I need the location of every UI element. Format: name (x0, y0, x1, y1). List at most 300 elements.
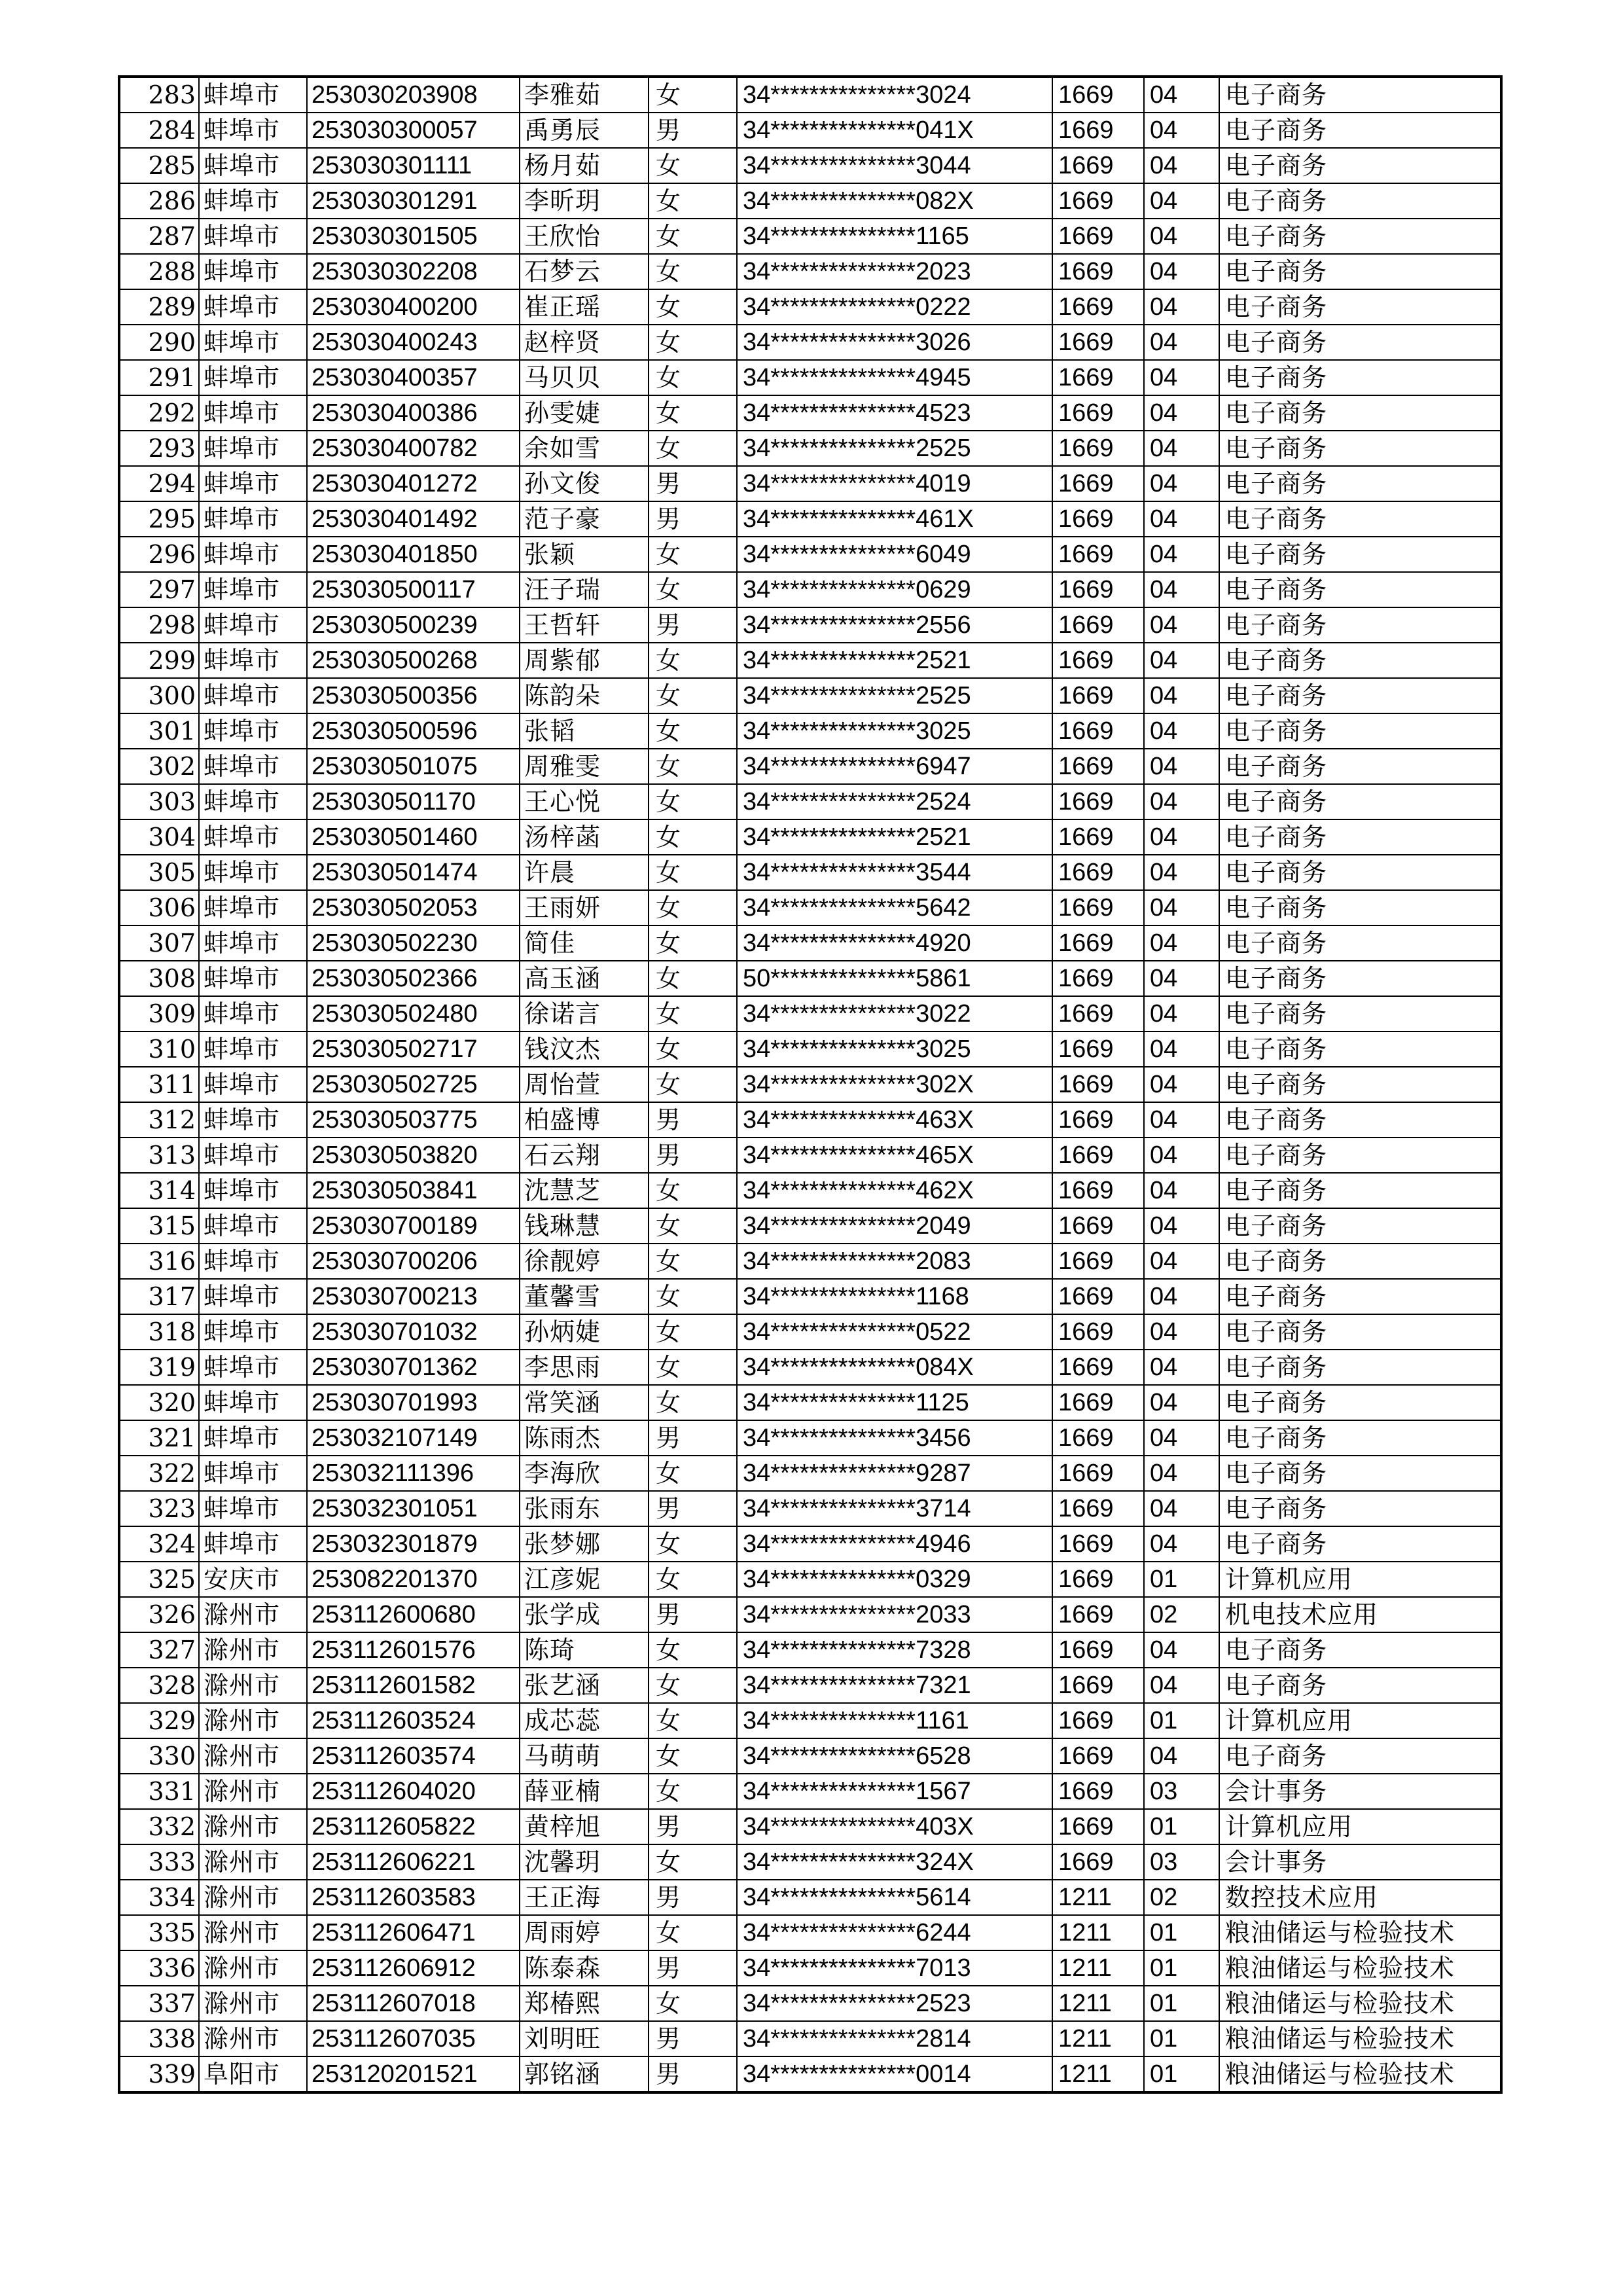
major-name-cell: 电子商务 (1219, 961, 1501, 996)
table-row (119, 1244, 1501, 1279)
exam-number-cell: 253030400243 (307, 325, 520, 360)
name-cell: 钱汶杰 (520, 1031, 649, 1067)
id-number-cell: 34***************7328 (737, 1632, 1052, 1668)
school-code-cell: 1211 (1052, 1915, 1144, 1950)
seq-cell: 320 (119, 1385, 199, 1420)
school-code-cell: 1669 (1052, 289, 1144, 325)
seq-cell: 324 (119, 1526, 199, 1562)
name-cell: 周紫郁 (520, 643, 649, 678)
seq-cell: 302 (119, 749, 199, 784)
name-cell: 周怡萱 (520, 1067, 649, 1102)
school-code-cell: 1669 (1052, 113, 1144, 148)
name-cell: 简佳 (520, 925, 649, 961)
school-code-cell: 1669 (1052, 254, 1144, 289)
city-cell: 滁州市 (199, 1809, 307, 1844)
city-cell: 蚌埠市 (199, 431, 307, 466)
major-name-cell: 计算机应用 (1219, 1703, 1501, 1738)
major-name-cell: 电子商务 (1219, 113, 1501, 148)
table-row (119, 607, 1501, 643)
major-code-cell: 04 (1144, 784, 1219, 819)
city-cell: 蚌埠市 (199, 1102, 307, 1138)
major-code-cell: 04 (1144, 254, 1219, 289)
name-cell: 沈慧芝 (520, 1173, 649, 1208)
major-code-cell: 04 (1144, 1138, 1219, 1173)
table-row (119, 537, 1501, 572)
gender-cell: 女 (649, 1844, 737, 1880)
major-name-cell: 电子商务 (1219, 77, 1501, 113)
gender-cell: 女 (649, 1915, 737, 1950)
major-code-cell: 04 (1144, 1456, 1219, 1491)
city-cell: 滁州市 (199, 1986, 307, 2021)
exam-number-cell: 253030400386 (307, 395, 520, 431)
table-row (119, 890, 1501, 925)
city-cell: 蚌埠市 (199, 325, 307, 360)
gender-cell: 女 (649, 996, 737, 1031)
seq-cell: 325 (119, 1562, 199, 1597)
exam-number-cell: 253030501460 (307, 819, 520, 855)
table-row (119, 1138, 1501, 1173)
id-number-cell: 34***************082X (737, 183, 1052, 219)
major-code-cell: 04 (1144, 819, 1219, 855)
major-code-cell: 04 (1144, 1385, 1219, 1420)
school-code-cell: 1669 (1052, 77, 1144, 113)
exam-number-cell: 253030501474 (307, 855, 520, 890)
name-cell: 周雨婷 (520, 1915, 649, 1950)
name-cell: 陈泰森 (520, 1950, 649, 1986)
gender-cell: 男 (649, 1491, 737, 1526)
id-number-cell: 34***************3714 (737, 1491, 1052, 1526)
gender-cell: 女 (649, 183, 737, 219)
name-cell: 张雨东 (520, 1491, 649, 1526)
table-row (119, 643, 1501, 678)
major-code-cell: 04 (1144, 1208, 1219, 1244)
seq-cell: 332 (119, 1809, 199, 1844)
table-row (119, 996, 1501, 1031)
id-number-cell: 34***************3026 (737, 325, 1052, 360)
name-cell: 董馨雪 (520, 1279, 649, 1314)
school-code-cell: 1669 (1052, 925, 1144, 961)
name-cell: 王雨妍 (520, 890, 649, 925)
school-code-cell: 1669 (1052, 1314, 1144, 1350)
table-row (119, 1632, 1501, 1668)
seq-cell: 323 (119, 1491, 199, 1526)
gender-cell: 女 (649, 819, 737, 855)
table-row (119, 819, 1501, 855)
major-name-cell: 电子商务 (1219, 1491, 1501, 1526)
gender-cell: 女 (649, 961, 737, 996)
seq-cell: 305 (119, 855, 199, 890)
gender-cell: 女 (649, 1208, 737, 1244)
id-number-cell: 34***************3025 (737, 1031, 1052, 1067)
id-number-cell: 34***************461X (737, 501, 1052, 537)
gender-cell: 女 (649, 855, 737, 890)
table-row (119, 1703, 1501, 1738)
school-code-cell: 1669 (1052, 678, 1144, 713)
major-name-cell: 电子商务 (1219, 360, 1501, 395)
id-number-cell: 34***************2521 (737, 819, 1052, 855)
gender-cell: 女 (649, 431, 737, 466)
table-row (119, 1880, 1501, 1915)
table-row (119, 925, 1501, 961)
major-name-cell: 电子商务 (1219, 643, 1501, 678)
major-code-cell: 04 (1144, 395, 1219, 431)
seq-cell: 339 (119, 2056, 199, 2092)
gender-cell: 女 (649, 1562, 737, 1597)
school-code-cell: 1669 (1052, 1138, 1144, 1173)
name-cell: 钱琳慧 (520, 1208, 649, 1244)
city-cell: 蚌埠市 (199, 395, 307, 431)
major-code-cell: 02 (1144, 1880, 1219, 1915)
major-name-cell: 电子商务 (1219, 1668, 1501, 1703)
table-row (119, 77, 1501, 113)
major-name-cell: 电子商务 (1219, 254, 1501, 289)
major-code-cell: 04 (1144, 360, 1219, 395)
seq-cell: 286 (119, 183, 199, 219)
name-cell: 王欣怡 (520, 219, 649, 254)
major-code-cell: 04 (1144, 1314, 1219, 1350)
id-number-cell: 34***************2049 (737, 1208, 1052, 1244)
seq-cell: 309 (119, 996, 199, 1031)
exam-number-cell: 253032107149 (307, 1420, 520, 1456)
table-row (119, 1597, 1501, 1632)
city-cell: 蚌埠市 (199, 1031, 307, 1067)
school-code-cell: 1669 (1052, 1385, 1144, 1420)
table-row (119, 2056, 1501, 2092)
city-cell: 阜阳市 (199, 2056, 307, 2092)
exam-number-cell: 253032301051 (307, 1491, 520, 1526)
table-row (119, 1668, 1501, 1703)
school-code-cell: 1669 (1052, 325, 1144, 360)
name-cell: 马萌萌 (520, 1738, 649, 1774)
gender-cell: 男 (649, 466, 737, 501)
gender-cell: 女 (649, 1279, 737, 1314)
table-row (119, 1844, 1501, 1880)
major-name-cell: 电子商务 (1219, 1102, 1501, 1138)
seq-cell: 303 (119, 784, 199, 819)
exam-number-cell: 253030301505 (307, 219, 520, 254)
seq-cell: 301 (119, 713, 199, 749)
gender-cell: 男 (649, 607, 737, 643)
name-cell: 成芯蕊 (520, 1703, 649, 1738)
city-cell: 蚌埠市 (199, 289, 307, 325)
table-row (119, 1385, 1501, 1420)
major-name-cell: 电子商务 (1219, 1244, 1501, 1279)
gender-cell: 女 (649, 643, 737, 678)
major-name-cell: 电子商务 (1219, 1314, 1501, 1350)
city-cell: 滁州市 (199, 1880, 307, 1915)
school-code-cell: 1669 (1052, 749, 1144, 784)
major-name-cell: 粮油储运与检验技术 (1219, 1986, 1501, 2021)
name-cell: 崔正瑶 (520, 289, 649, 325)
major-name-cell: 电子商务 (1219, 607, 1501, 643)
gender-cell: 女 (649, 572, 737, 607)
school-code-cell: 1669 (1052, 784, 1144, 819)
major-name-cell: 电子商务 (1219, 1067, 1501, 1102)
exam-number-cell: 253030502366 (307, 961, 520, 996)
major-code-cell: 04 (1144, 1491, 1219, 1526)
name-cell: 刘明旺 (520, 2021, 649, 2056)
seq-cell: 313 (119, 1138, 199, 1173)
id-number-cell: 34***************0014 (737, 2056, 1052, 2092)
seq-cell: 284 (119, 113, 199, 148)
id-number-cell: 34***************6528 (737, 1738, 1052, 1774)
exam-number-cell: 253112603583 (307, 1880, 520, 1915)
major-name-cell: 电子商务 (1219, 890, 1501, 925)
seq-cell: 307 (119, 925, 199, 961)
name-cell: 陈韵朵 (520, 678, 649, 713)
table-row (119, 1208, 1501, 1244)
id-number-cell: 34***************403X (737, 1809, 1052, 1844)
city-cell: 滁州市 (199, 1632, 307, 1668)
city-cell: 蚌埠市 (199, 1138, 307, 1173)
major-name-cell: 电子商务 (1219, 289, 1501, 325)
seq-cell: 296 (119, 537, 199, 572)
major-name-cell: 电子商务 (1219, 1279, 1501, 1314)
name-cell: 黄梓旭 (520, 1809, 649, 1844)
exam-number-cell: 253030401850 (307, 537, 520, 572)
seq-cell: 314 (119, 1173, 199, 1208)
major-name-cell: 电子商务 (1219, 678, 1501, 713)
table-row (119, 466, 1501, 501)
school-code-cell: 1669 (1052, 148, 1144, 183)
seq-cell: 326 (119, 1597, 199, 1632)
id-number-cell: 34***************2814 (737, 2021, 1052, 2056)
exam-number-cell: 253030503775 (307, 1102, 520, 1138)
gender-cell: 女 (649, 148, 737, 183)
major-name-cell: 电子商务 (1219, 1738, 1501, 1774)
name-cell: 范子豪 (520, 501, 649, 537)
seq-cell: 316 (119, 1244, 199, 1279)
school-code-cell: 1669 (1052, 1703, 1144, 1738)
city-cell: 蚌埠市 (199, 925, 307, 961)
major-code-cell: 04 (1144, 431, 1219, 466)
id-number-cell: 34***************5614 (737, 1880, 1052, 1915)
city-cell: 蚌埠市 (199, 77, 307, 113)
major-code-cell: 01 (1144, 1703, 1219, 1738)
name-cell: 常笑涵 (520, 1385, 649, 1420)
id-number-cell: 34***************4945 (737, 360, 1052, 395)
exam-number-cell: 253030500268 (307, 643, 520, 678)
major-code-cell: 01 (1144, 2021, 1219, 2056)
table-row (119, 1031, 1501, 1067)
major-name-cell: 电子商务 (1219, 466, 1501, 501)
major-code-cell: 01 (1144, 2056, 1219, 2092)
seq-cell: 289 (119, 289, 199, 325)
major-code-cell: 04 (1144, 1632, 1219, 1668)
city-cell: 蚌埠市 (199, 183, 307, 219)
name-cell: 孙炳婕 (520, 1314, 649, 1350)
city-cell: 蚌埠市 (199, 1279, 307, 1314)
major-name-cell: 电子商务 (1219, 148, 1501, 183)
major-code-cell: 04 (1144, 219, 1219, 254)
gender-cell: 女 (649, 537, 737, 572)
exam-number-cell: 253030500596 (307, 713, 520, 749)
school-code-cell: 1669 (1052, 466, 1144, 501)
gender-cell: 女 (649, 1031, 737, 1067)
school-code-cell: 1669 (1052, 1738, 1144, 1774)
gender-cell: 女 (649, 784, 737, 819)
major-code-cell: 01 (1144, 1986, 1219, 2021)
seq-cell: 315 (119, 1208, 199, 1244)
exam-number-cell: 253032301879 (307, 1526, 520, 1562)
id-number-cell: 34***************1567 (737, 1774, 1052, 1809)
seq-cell: 335 (119, 1915, 199, 1950)
major-code-cell: 04 (1144, 1738, 1219, 1774)
seq-cell: 304 (119, 819, 199, 855)
major-name-cell: 会计事务 (1219, 1844, 1501, 1880)
school-code-cell: 1669 (1052, 855, 1144, 890)
id-number-cell: 34***************302X (737, 1067, 1052, 1102)
id-number-cell: 34***************4946 (737, 1526, 1052, 1562)
major-name-cell: 电子商务 (1219, 713, 1501, 749)
school-code-cell: 1669 (1052, 1031, 1144, 1067)
major-code-cell: 04 (1144, 890, 1219, 925)
name-cell: 陈琦 (520, 1632, 649, 1668)
major-code-cell: 03 (1144, 1774, 1219, 1809)
gender-cell: 男 (649, 1138, 737, 1173)
major-code-cell: 04 (1144, 537, 1219, 572)
seq-cell: 306 (119, 890, 199, 925)
name-cell: 周雅雯 (520, 749, 649, 784)
name-cell: 孙雯婕 (520, 395, 649, 431)
exam-number-cell: 253030502480 (307, 996, 520, 1031)
table-row (119, 219, 1501, 254)
gender-cell: 男 (649, 1880, 737, 1915)
city-cell: 蚌埠市 (199, 537, 307, 572)
id-number-cell: 34***************324X (737, 1844, 1052, 1880)
gender-cell: 女 (649, 77, 737, 113)
major-code-cell: 02 (1144, 1597, 1219, 1632)
major-code-cell: 04 (1144, 1244, 1219, 1279)
city-cell: 蚌埠市 (199, 855, 307, 890)
major-code-cell: 04 (1144, 183, 1219, 219)
major-name-cell: 计算机应用 (1219, 1562, 1501, 1597)
major-name-cell: 会计事务 (1219, 1774, 1501, 1809)
gender-cell: 女 (649, 1668, 737, 1703)
id-number-cell: 34***************1168 (737, 1279, 1052, 1314)
seq-cell: 298 (119, 607, 199, 643)
city-cell: 蚌埠市 (199, 572, 307, 607)
gender-cell: 男 (649, 1102, 737, 1138)
school-code-cell: 1669 (1052, 1279, 1144, 1314)
name-cell: 王哲轩 (520, 607, 649, 643)
exam-number-cell: 253082201370 (307, 1562, 520, 1597)
school-code-cell: 1669 (1052, 1632, 1144, 1668)
table-row (119, 1950, 1501, 1986)
major-name-cell: 电子商务 (1219, 431, 1501, 466)
major-code-cell: 04 (1144, 643, 1219, 678)
exam-number-cell: 253120201521 (307, 2056, 520, 2092)
exam-number-cell: 253112607035 (307, 2021, 520, 2056)
city-cell: 蚌埠市 (199, 749, 307, 784)
school-code-cell: 1669 (1052, 1809, 1144, 1844)
exam-number-cell: 253030700206 (307, 1244, 520, 1279)
seq-cell: 297 (119, 572, 199, 607)
exam-number-cell: 253112600680 (307, 1597, 520, 1632)
major-code-cell: 01 (1144, 1562, 1219, 1597)
school-code-cell: 1669 (1052, 360, 1144, 395)
school-code-cell: 1669 (1052, 1597, 1144, 1632)
exam-number-cell: 253032111396 (307, 1456, 520, 1491)
seq-cell: 330 (119, 1738, 199, 1774)
table-row (119, 1738, 1501, 1774)
school-code-cell: 1669 (1052, 607, 1144, 643)
name-cell: 柏盛博 (520, 1102, 649, 1138)
exam-number-cell: 253112607018 (307, 1986, 520, 2021)
city-cell: 蚌埠市 (199, 784, 307, 819)
gender-cell: 男 (649, 1597, 737, 1632)
exam-number-cell: 253112606221 (307, 1844, 520, 1880)
id-number-cell: 34***************7013 (737, 1950, 1052, 1986)
major-name-cell: 粮油储运与检验技术 (1219, 2021, 1501, 2056)
city-cell: 蚌埠市 (199, 678, 307, 713)
city-cell: 蚌埠市 (199, 466, 307, 501)
seq-cell: 338 (119, 2021, 199, 2056)
id-number-cell: 34***************7321 (737, 1668, 1052, 1703)
city-cell: 滁州市 (199, 1597, 307, 1632)
seq-cell: 331 (119, 1774, 199, 1809)
city-cell: 蚌埠市 (199, 961, 307, 996)
exam-number-cell: 253030500356 (307, 678, 520, 713)
seq-cell: 336 (119, 1950, 199, 1986)
id-number-cell: 34***************1165 (737, 219, 1052, 254)
name-cell: 马贝贝 (520, 360, 649, 395)
name-cell: 江彦妮 (520, 1562, 649, 1597)
name-cell: 余如雪 (520, 431, 649, 466)
school-code-cell: 1669 (1052, 1844, 1144, 1880)
name-cell: 张韬 (520, 713, 649, 749)
seq-cell: 294 (119, 466, 199, 501)
exam-number-cell: 253030500117 (307, 572, 520, 607)
city-cell: 滁州市 (199, 1738, 307, 1774)
major-code-cell: 04 (1144, 607, 1219, 643)
city-cell: 滁州市 (199, 1703, 307, 1738)
name-cell: 王正海 (520, 1880, 649, 1915)
major-name-cell: 电子商务 (1219, 501, 1501, 537)
seq-cell: 337 (119, 1986, 199, 2021)
major-code-cell: 01 (1144, 1950, 1219, 1986)
seq-cell: 327 (119, 1632, 199, 1668)
name-cell: 李海欣 (520, 1456, 649, 1491)
gender-cell: 女 (649, 1738, 737, 1774)
gender-cell: 男 (649, 113, 737, 148)
table-row (119, 961, 1501, 996)
gender-cell: 男 (649, 1809, 737, 1844)
gender-cell: 男 (649, 2056, 737, 2092)
city-cell: 蚌埠市 (199, 643, 307, 678)
city-cell: 蚌埠市 (199, 1420, 307, 1456)
major-code-cell: 01 (1144, 1809, 1219, 1844)
table-row (119, 148, 1501, 183)
name-cell: 张颖 (520, 537, 649, 572)
gender-cell: 女 (649, 1173, 737, 1208)
seq-cell: 293 (119, 431, 199, 466)
name-cell: 杨月茹 (520, 148, 649, 183)
school-code-cell: 1669 (1052, 643, 1144, 678)
major-code-cell: 04 (1144, 1102, 1219, 1138)
major-code-cell: 04 (1144, 289, 1219, 325)
city-cell: 蚌埠市 (199, 219, 307, 254)
major-name-cell: 电子商务 (1219, 1385, 1501, 1420)
exam-number-cell: 253112606471 (307, 1915, 520, 1950)
gender-cell: 男 (649, 1420, 737, 1456)
id-number-cell: 34***************2083 (737, 1244, 1052, 1279)
exam-number-cell: 253030502230 (307, 925, 520, 961)
seq-cell: 310 (119, 1031, 199, 1067)
seq-cell: 311 (119, 1067, 199, 1102)
major-code-cell: 04 (1144, 1031, 1219, 1067)
table-row (119, 1915, 1501, 1950)
